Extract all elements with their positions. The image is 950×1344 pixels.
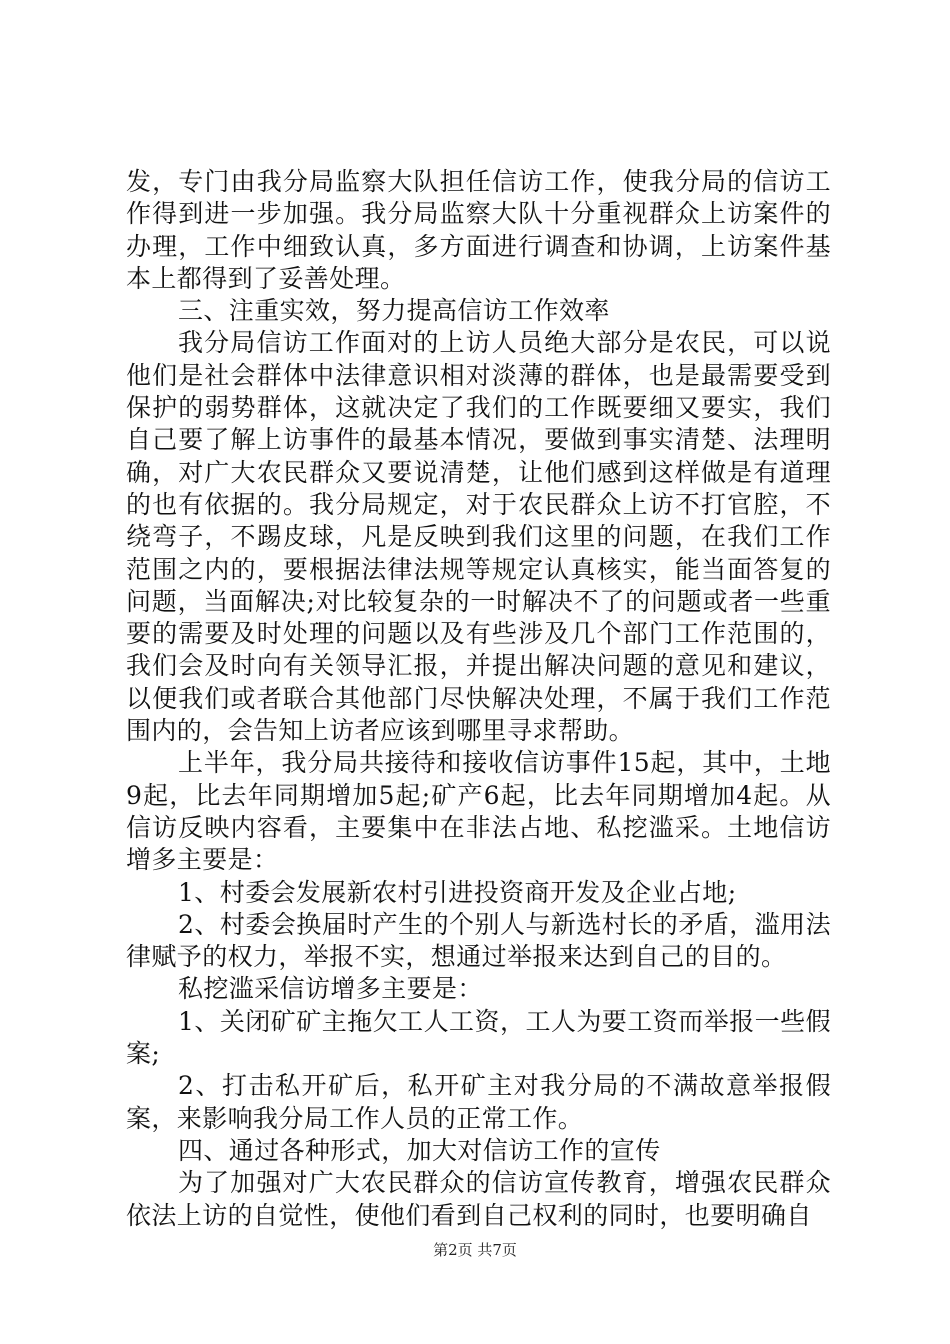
paragraph: 私挖滥采信访增多主要是： (178, 974, 483, 1004)
document-body (126, 166, 831, 1232)
section-heading: 四、通过各种形式，加大对信访工作的宣传 (178, 1135, 661, 1165)
paragraph: 我分局信访工作面对的上访人员绝大部分是农民，可以说他们是社会群体中法律意识相对淡薄的群体，也是最需要受到保护的弱势群体，这就决定了我们的工作既要细又要实，我们自己要了解上访事件的最基本情况，要做到事实清楚、法理明确，对广大农民群众又要说清楚，让他们感到这样做是有道理的也有依据的。我分局规定，对于农民群众上访不打官腔，不绕弯子，不踢皮球，凡是反映到我们这里的问题，在我们工作范围之内的，要根据法律法规等规定认真核实，能当面答复的问题，当面解决;对比较复杂的一时解决不了的问题或者一些重要的需要及时处理的问题以及有些涉及几个部门工作范围的，我们会及时向有关领导汇报，并提出解决问题的意见和建议，以便我们或者联合其他部门尽快解决处理，不属于我们工作范围内的，会告知上访者应该到哪里寻求帮助。 (126, 328, 831, 746)
list-item: 2、村委会换届时产生的个别人与新选村长的矛盾，滥用法律赋予的权力，举报不实，想通过举报来达到自己的目的。 (126, 909, 831, 972)
paragraph: 为了加强对广大农民群众的信访宣传教育，增强农民群众依法上访的自觉性，使他们看到自己权利的同时，也要明确自 (126, 1168, 831, 1230)
list-item: 1、关闭矿矿主拖欠工人工资，工人为要工资而举报一些假案; (126, 1006, 831, 1069)
list-item: 1、村委会发展新农村引进投资商开发及企业占地; (178, 877, 737, 907)
paragraph: 发，专门由我分局监察大队担任信访工作，使我分局的信访工作得到进一步加强。我分局监察大队十分重视群众上访案件的办理，工作中细致认真，多方面进行调查和协调，上访案件基本上都得到了妥善处理。 (126, 167, 831, 293)
list-item: 2、打击私开矿后，私开矿主对我分局的不满故意举报假案，来影响我分局工作人员的正常工作。 (126, 1071, 831, 1133)
paragraph: 上半年，我分局共接待和接收信访事件15起，其中，土地9起，比去年同期增加5起;矿产6起，比去年同期增加4起。从信访反映内容看，主要集中在非法占地、私挖滥采。土地信访增多主要是： (126, 748, 831, 875)
section-heading: 三、注重实效，努力提高信访工作效率 (178, 296, 610, 326)
page-number-footer: 第2页 共7页 (433, 1241, 517, 1259)
